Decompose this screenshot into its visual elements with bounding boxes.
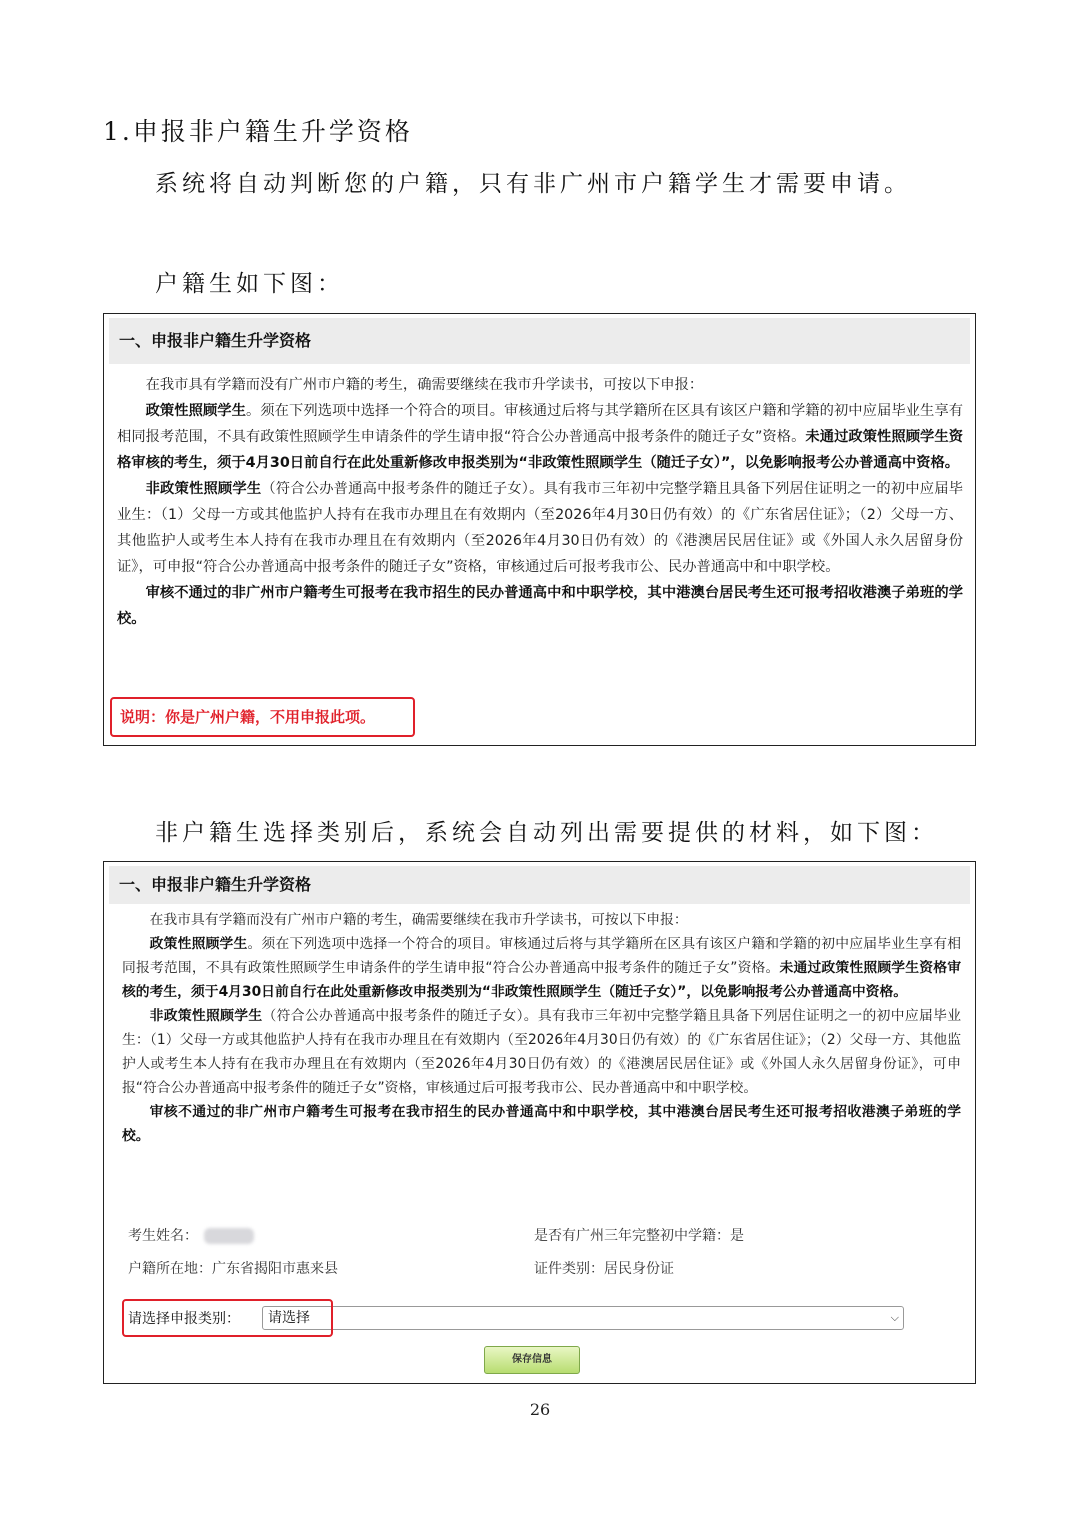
save-button[interactable]: 保存信息 [484,1346,580,1374]
highlight-frame [122,1299,333,1337]
p2-tail: 未通过政策性照顾学生资格审核的考生，须于4月30日前自行在此处重新修改申报类别为“非政策性照顾学生（随迁子女）”，以免影响报考公办普通高中资格。 [117,429,964,471]
chevron-down-icon: ⌵ [890,1311,899,1324]
section-body [117,372,963,632]
body-p4: 审核不通过的非广州市户籍考生可报考在我市招生的民办普通高中和中职学校，其中港澳台居民考生还可报考招收港澳子弟班的学校。 [117,585,963,627]
screenshot-hukou [103,313,976,746]
p3-lead-2: 非政策性照顾学生 [149,1008,263,1024]
id-type: 证件类别：居民身份证 [534,1261,674,1277]
p2-tail-2: 未通过政策性照顾学生资格审核的考生，须于4月30日前自行在此处重新修改申报类别为“非政策性照顾学生（随迁子女）”，以免影响报考公办普通高中资格。 [122,960,961,1000]
p2-text-2: 。须在下列选项中选择一个符合的项目。审核通过后将与其学籍所在区具有该区户籍和学籍的初中应届毕业生享有相同报考范围，不具有政策性照顾学生申请条件的学生请申报“符合公办普通高中报考条件的随迁子女”资格。 [122,936,961,976]
section-title-2: 一、申报非户籍生升学资格 [109,866,970,904]
body-p2 [117,398,963,476]
body-p3 [117,476,963,580]
select-label: 请选择申报类别： [128,1311,240,1327]
p3-text-2: （符合公办普通高中报考条件的随迁子女）。具有我市三年初中完整学籍且具备下列居住证明之一的初中应届毕业生：（1）父母一方或其他监护人持有在我市办理且在有效期内（至2026年4月30日仍有效）的《广东省居住证》；（2）父母一方、其他监护人或考生本人持有在我市办理且在有效期内（至2026年4月30日仍有效）的《港澳居民居住证》或《外国人永久居留身份证》，可申报“符合公办普通高中报考条件的随迁子女”资格，审核通过后可报考我市公、民办普通高中和中职学校。 [122,1008,961,1096]
section-body-2 [122,908,961,1148]
page-number: 26 [529,1400,551,1419]
hukou-location: 户籍所在地：广东省揭阳市惠来县 [128,1261,338,1277]
screenshot-non-hukou [103,861,976,1384]
name-row [128,1225,254,1245]
section-title: 一、申报非户籍生升学资格 [109,318,970,364]
caption-non-hukou: 非户籍生选择类别后，系统会自动列出需要提供的材料，如下图： [155,820,938,846]
body2-p1: 在我市具有学籍而没有广州市户籍的考生，确需要继续在我市升学读书，可按以下申报： [149,912,688,928]
body2-p3 [122,1004,961,1100]
p2-text: 。须在下列选项中选择一个符合的项目。审核通过后将与其学籍所在区具有该区户籍和学籍的初中应届毕业生享有相同报考范围，不具有政策性照顾学生申请条件的学生请申报“符合公办普通高中报考条件的随迁子女”资格。 [117,403,963,445]
p3-text: （符合公办普通高中报考条件的随迁子女）。具有我市三年初中完整学籍且具备下列居住证明之一的初中应届毕业生：（1）父母一方或其他监护人持有在我市办理且在有效期内（至2026年4月30日仍有效）的《广东省居住证》；（2）父母一方、其他监护人或考生本人持有在我市办理且在有效期内（至2026年4月30日仍有效）的《港澳居民居住证》或《外国人永久居留身份证》，可申报“符合公办普通高中报考条件的随迁子女”资格，审核通过后可报考我市公、民办普通高中和中职学校。 [117,481,963,575]
page-heading: 1.申报非户籍生升学资格 [103,117,413,146]
name-label: 考生姓名： [128,1228,198,1244]
intro-text: 系统将自动判断您的户籍，只有非广州市户籍学生才需要申请。 [155,171,911,197]
caption-hukou: 户籍生如下图： [155,271,344,297]
body-p1: 在我市具有学籍而没有广州市户籍的考生，确需要继续在我市升学读书，可按以下申报： [145,377,704,393]
body2-p2 [122,932,961,1004]
select-value: 请选择 [268,1310,310,1326]
complete-status: 是否有广州三年完整初中学籍：是 [534,1228,744,1244]
blurred-name [204,1228,254,1244]
category-select[interactable] [262,1306,904,1330]
p3-lead: 非政策性照顾学生 [145,481,262,497]
body2-p4: 审核不通过的非广州市户籍考生可报考在我市招生的民办普通高中和中职学校，其中港澳台居民考生还可报考招收港澳子弟班的学校。 [122,1104,961,1144]
p2-lead-2: 政策性照顾学生 [149,936,248,952]
p2-lead: 政策性照顾学生 [145,403,246,419]
note-box: 说明：你是广州户籍，不用申报此项。 [110,697,415,737]
